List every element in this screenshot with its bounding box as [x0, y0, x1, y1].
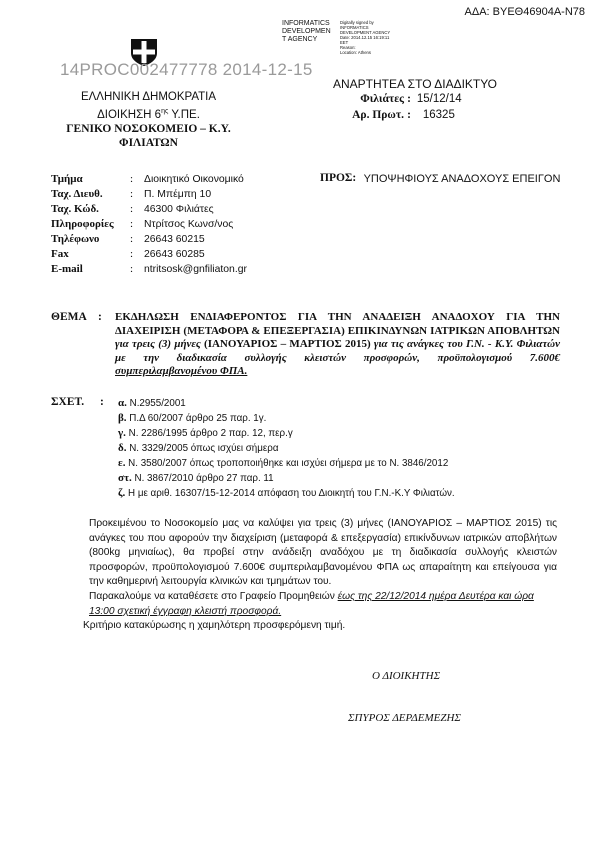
- reference-item: α. Ν.2955/2001: [118, 397, 186, 409]
- signature-name: ΣΠΥΡΟΣ ΔΕΡΔΕΜΕΖΗΣ: [348, 712, 461, 724]
- subject-text: ΕΚΔΗΛΩΣΗ ΕΝΔΙΑΦΕΡΟΝΤΟΣ ΓΙΑ ΤΗΝ ΑΝΑΔΕΙΞΗ ΑΝΑΔΟΧΟΥ ΓΙΑ ΤΗΝ ΔΙΑΧΕΙΡΙΣΗ (ΜΕΤΑΦΟΡΑ & ΕΠΕΞΕΡΓΑΣΙΑ) ΕΠΙΚΙΝΔΥΝΩΝ ΙΑΤΡΙΚΩΝ ΑΠΟΒΛΗΤΩΝ για τρεις (3) μήνες (ΙΑΝΟΥΑΡΙΟΣ – ΜΑΡΤΙΟΣ 2015) για τις ανάγκες του Γ.Ν. - Κ.Υ. Φιλιατών με την διαδικασία συλλογής κλειστών προσφορών, προϋπολογισμού 7.600€ συμπεριλαμβανομένου ΦΠΑ.: [115, 311, 560, 378]
- reference-item: ε. Ν. 3580/2007 όπως τροποποιήθηκε και ισχύει σήμερα με το Ν. 3846/2012: [118, 457, 449, 469]
- recipient-value: ΥΠΟΨΗΦΙΟΥΣ ΑΝΑΔΟΧΟΥΣ ΕΠΕΙΓΟΝ: [363, 173, 561, 185]
- deadline-text: έως της 22/12/2014 ημέρα Δευτέρα και ώρα 13:00 σχετική έγγραφη κλειστή προσφορά.: [89, 591, 534, 617]
- deadline-paragraph: Παρακαλούμε να καταθέσετε στο Γραφείο Προμηθειών έως της 22/12/2014 ημέρα Δευτέρα και ώρα 13:00 σχετική έγγραφη κλειστή προσφορά.: [89, 591, 534, 617]
- reference-item: στ. Ν. 3867/2010 άρθρο 27 παρ. 11: [118, 472, 274, 484]
- references-list: [118, 396, 455, 501]
- document-meta: [344, 91, 462, 123]
- org-country: ΕΛΛΗΝΙΚΗ ΔΗΜΟΚΡΑΤΙΑ: [80, 91, 217, 103]
- award-criterion: Κριτήριο κατακύρωσης η χαμηλότερη προσφερόμενη τιμή.: [83, 620, 346, 631]
- organization-header: [46, 90, 251, 151]
- references-label: ΣΧΕΤ.: [51, 396, 85, 408]
- protocol-value: 16325: [422, 109, 455, 121]
- contact-row: Τμήμα : Διοικητικό Οικονομικό: [51, 173, 244, 185]
- signature-title: Ο ΔΙΟΙΚΗΤΗΣ: [372, 670, 441, 682]
- org-hospital: ΓΕΝΙΚΟ ΝΟΣΟΚΟΜΕΙΟ – Κ.Υ.: [66, 122, 231, 135]
- reference-item: γ. Ν. 2286/1995 άρθρο 2 παρ. 12, περ.γ: [118, 427, 293, 439]
- contact-table: [51, 172, 247, 277]
- reference-item: ζ. Η με αριθ. 16307/15-12-2014 απόφαση του Διοικητή του Γ.Ν.-Κ.Υ Φιλιατών.: [118, 487, 455, 499]
- recipient-label: ΠΡΟΣ:: [320, 172, 357, 184]
- org-authority: ΔΙΟΙΚΗΣΗ $6^{\eta\varsigma}$ Υ.ΠΕ.: [97, 107, 200, 121]
- contact-row: E-mail : ntritsosk@gnfiliaton.gr: [51, 263, 247, 275]
- reference-item: δ. Ν. 3329/2005 όπως ισχύει σήμερα: [118, 442, 279, 454]
- date-row: Φιλιάτες : 15/12/14: [360, 93, 462, 105]
- body-paragraph: Προκειμένου το Νοσοκομείο μας να καλύψει για τρεις (3) μήνες (ΙΑΝΟΥΑΡΙΟΣ – ΜΑΡΤΙΟΣ 2015) τις ανάγκες του που αφορούν την διαχείριση (μεταφορά & επεξεργασία) επικίνδυνων ιατρικών αποβλήτων (800kg μηνιαίως), θα προβεί στην ανάδειξη αναδόχου με τη διαδικασία συλλογής κλειστών προσφορών, προϋπολογισμού 7.600€ συμπεριλαμβανομένου ΦΠΑ ως απαραίτητη και επείγουσα για την καθημερινή λειτουργία κλινικών και τμημάτων του.: [89, 518, 557, 587]
- ada-code: ΑΔΑ: ΒΥΕΘ46904Α-Ν78: [464, 6, 585, 18]
- email-link[interactable]: ntritsosk@gnfiliaton.gr: [144, 264, 247, 275]
- reference-item: β. Π.Δ 60/2007 άρθρο 25 παρ. 1γ.: [118, 412, 267, 424]
- contact-row: Τηλέφωνο : 26643 60215: [51, 233, 205, 245]
- contact-row: Fax : 26643 60285: [51, 248, 205, 260]
- contact-row: Πληροφορίες : Ντρίτσος Κωνσ/νος: [51, 218, 234, 230]
- posting-notice: ΑΝΑΡΤΗΤΕΑ ΣΤΟ ΔΙΑΔΙΚΤΥΟ: [333, 77, 497, 91]
- date-value: 15/12/14: [416, 93, 462, 105]
- subject-label: ΘΕΜΑ: [51, 311, 87, 323]
- digital-signature-details: Digitally signed by INFORMATICS DEVELOPMENT AGENCY Date: 2014.12.15 16:19:11 EET Reason: Location: Athens: [340, 20, 391, 55]
- digital-signer: INFORMATICS DEVELOPMEN T AGENCY: [282, 20, 331, 43]
- protocol-row: Αρ. Πρωτ. : 16325: [352, 109, 455, 121]
- org-city: ΦΙΛΙΑΤΩΝ: [119, 137, 178, 150]
- contact-row: Ταχ. Κώδ. : 46300 Φιλιάτες: [51, 203, 214, 215]
- protocol-stamp: 14PROC002477778 2014-12-15: [60, 60, 313, 79]
- contact-row: Ταχ. Διευθ. : Π. Μπέμπη 10: [51, 188, 212, 200]
